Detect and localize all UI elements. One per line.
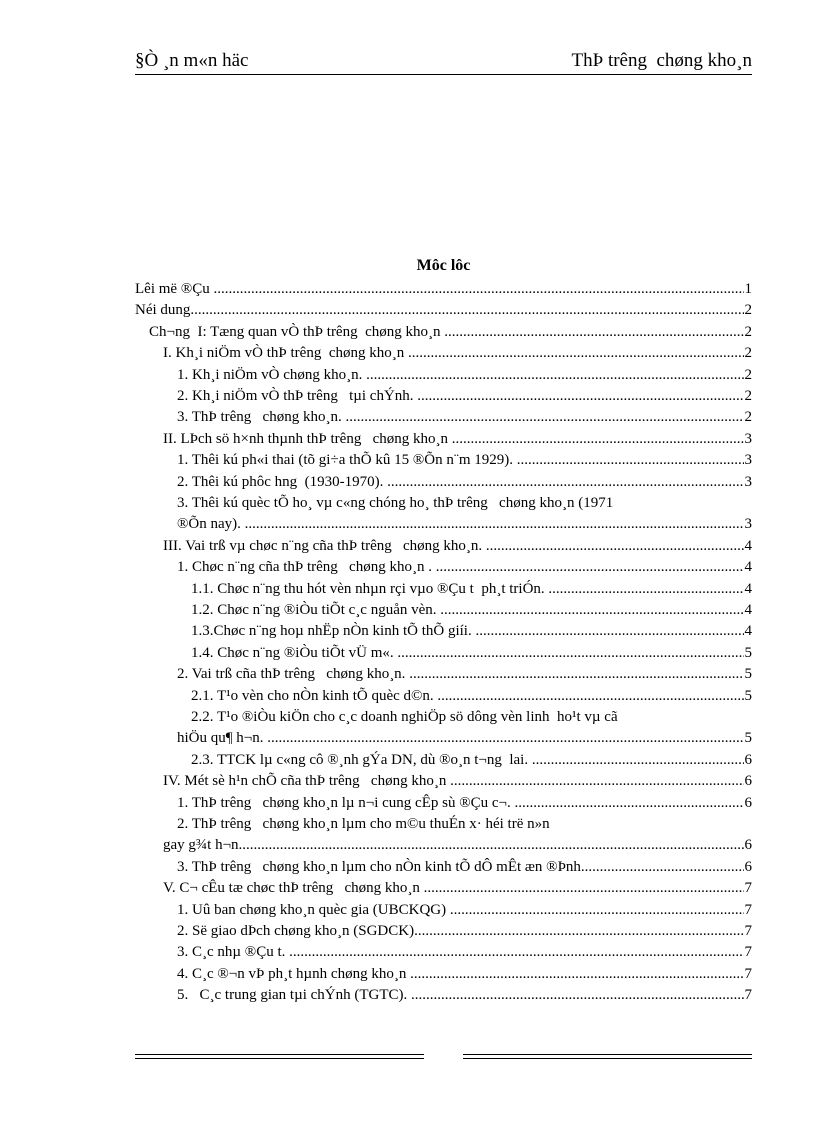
toc-entry	[135, 450, 752, 471]
toc-entry	[135, 835, 752, 856]
toc-dot-leader	[532, 750, 744, 771]
toc-entry	[135, 728, 752, 749]
toc-entry-text: 5. C¸c trung gian tµi chÝnh (TGTC).	[177, 987, 412, 1004]
toc-entry	[135, 386, 752, 407]
toc-page-number: 2	[744, 409, 752, 426]
toc-entry	[135, 771, 752, 792]
toc-dot-leader	[414, 921, 743, 942]
toc-entry-text: 2.2. T¹o ®iÒu kiÖn cho c¸c doanh nghiÖp sö dông vèn linh ho¹t vµ cã	[191, 709, 618, 725]
toc-entry	[135, 322, 752, 343]
toc-entry	[135, 686, 752, 707]
toc-page-number: 7	[744, 923, 752, 939]
toc-page-number: 2	[744, 366, 752, 383]
footer-rule-left	[135, 1054, 424, 1059]
toc-page-number: 2	[744, 323, 752, 340]
header-subject-title: ThÞ trêng chøng kho¸n	[571, 50, 752, 71]
toc-entry-text: Lêi më ®Çu	[135, 281, 214, 297]
toc-dot-leader	[517, 450, 744, 471]
toc-dot-leader	[440, 600, 743, 621]
toc-entry	[135, 857, 752, 878]
toc-page-number: 4	[744, 602, 752, 618]
toc-entry-text: 3. ThÞ trêng chøng kho¸n.	[177, 409, 346, 426]
toc-entry-text: 1.3.Chøc n¨ng hoµ nhËp nÒn kinh tÕ thÕ giíi.	[191, 623, 476, 640]
toc-entry-text: 2. ThÞ trêng chøng kho¸n lµm cho m©u thuÉn x· héi trë n»n	[177, 816, 550, 832]
toc-page-number: 2	[744, 345, 752, 362]
toc-entry-text: 2.3. TTCK lµ c«ng cô ®¸nh gÝa DN, dù ®o¸n t¬ng lai.	[191, 751, 532, 768]
toc-entry	[135, 343, 752, 364]
toc-entry-text: 1. Chøc n¨ng cña thÞ trêng chøng kho¸n .	[177, 559, 436, 576]
toc-dot-leader	[366, 365, 743, 386]
toc-page-number: 6	[744, 858, 752, 875]
toc-entry-text: 2. Së giao dÞch chøng kho¸n (SGDCK)	[177, 923, 415, 939]
toc-page-number: 7	[744, 880, 752, 897]
toc-dot-leader	[514, 793, 743, 814]
toc-page-number: 3	[744, 452, 752, 469]
toc-entry-text: 3. C¸c nhµ ®Çu t.	[177, 944, 290, 961]
toc-entry-text: 4. C¸c ®¬n vÞ ph¸t hµnh chøng kho¸n	[177, 965, 411, 982]
toc-entry	[135, 600, 752, 621]
toc-dot-leader	[411, 985, 743, 1006]
toc-dot-leader	[387, 472, 743, 493]
toc-page-number: 1	[744, 281, 752, 297]
toc-entry	[135, 878, 752, 899]
toc-dot-leader	[409, 664, 743, 685]
toc-entry	[135, 750, 752, 771]
toc-entry	[135, 493, 752, 514]
toc-dot-leader	[548, 579, 743, 600]
toc-dot-leader	[450, 900, 744, 921]
toc-entry	[135, 579, 752, 600]
toc-entry	[135, 365, 752, 386]
toc-dot-leader	[417, 386, 743, 407]
toc-dot-leader	[444, 322, 743, 343]
toc-page-number: 6	[744, 837, 752, 854]
toc-page-number: 2	[744, 302, 752, 319]
toc-page-number: 4	[744, 623, 752, 640]
toc-entry-text: 1.1. Chøc n¨ng thu hót vèn nhµn rçi vµo ®Çu t ph¸t triÓn.	[191, 580, 549, 597]
toc-dot-leader	[475, 621, 743, 642]
toc-entry-text: 2. Kh¸i niÖm vÒ thÞ trêng tµi chÝnh.	[177, 388, 418, 404]
toc-dot-leader	[408, 343, 744, 364]
toc-entry	[135, 964, 752, 985]
toc-page-number: 3	[744, 516, 752, 533]
toc-entry-text: 3. Thêi kú quèc tÕ ho¸ vµ c«ng chóng ho¸ thÞ trêng chøng kho¸n (1971	[177, 495, 614, 511]
toc-entry-text: II. LÞch sö h×nh thµnh thÞ trêng chøng kho¸n	[163, 430, 452, 447]
toc-dot-leader	[424, 878, 744, 899]
toc-dot-leader	[242, 835, 743, 856]
footer-rule-right	[463, 1054, 752, 1059]
toc-page-number: 2	[744, 388, 752, 404]
toc-page-number: 7	[744, 965, 752, 982]
toc-dot-leader	[452, 429, 744, 450]
toc-entry	[135, 900, 752, 921]
toc-dot-leader	[245, 514, 744, 535]
toc-entry	[135, 985, 752, 1006]
toc-page-number: 4	[744, 580, 752, 597]
toc-entry-text: IV. Mét sè h¹n chÕ cña thÞ trêng chøng kho¸n	[163, 773, 451, 790]
toc-dot-leader	[450, 771, 743, 792]
toc-entry	[135, 300, 752, 321]
toc-entry-text: I. Kh¸i niÖm vÒ thÞ trêng chøng kho¸n	[163, 345, 408, 362]
toc-entry	[135, 407, 752, 428]
toc-entry-text: 1.4. Chøc n¨ng ®iÒu tiÕt vÜ m«.	[191, 644, 398, 661]
toc-entry-text: gay g¾t h¬n.	[163, 837, 243, 854]
toc-entry	[135, 536, 752, 557]
toc-dot-leader	[190, 300, 743, 321]
toc-dot-leader	[289, 942, 743, 963]
toc-entry	[135, 664, 752, 685]
toc-title: Môc lôc	[416, 257, 471, 274]
toc-page-number: 7	[744, 901, 752, 918]
toc-page-number: 6	[744, 794, 752, 811]
toc-page-number: 5	[744, 730, 752, 747]
toc-page-number: 5	[744, 644, 752, 661]
toc-page-number: 7	[744, 987, 752, 1004]
toc-entry-text: 3. ThÞ trêng chøng kho¸n lµm cho nÒn kinh tÕ dÔ mÊt æn ®Þnh.	[177, 858, 585, 875]
toc-dot-leader	[436, 557, 744, 578]
toc-entry	[135, 814, 752, 835]
toc-entry-text: Néi dung	[135, 302, 191, 319]
toc-entry-text: Ch¬ng I: Tæng quan vÒ thÞ trêng chøng kho¸n	[149, 323, 445, 340]
toc-page-number: 3	[744, 473, 752, 490]
toc-entry-text: 1. Thêi kú ph«i thai (tõ gi÷a thÕ kû 15 ®Õn n¨m 1929).	[177, 452, 517, 469]
toc-entry-text: hiÖu qu¶ h¬n.	[177, 730, 268, 747]
toc-page-number: 5	[744, 687, 752, 704]
toc-page-number: 6	[744, 751, 752, 768]
toc-page-number: 3	[744, 430, 752, 447]
toc-entry	[135, 921, 752, 942]
toc-entry	[135, 557, 752, 578]
toc-entry-text: V. C¬ cÊu tæ chøc thÞ trêng chøng kho¸n	[163, 880, 424, 897]
toc-dot-leader	[213, 279, 743, 300]
page-header	[135, 50, 752, 75]
toc-entry	[135, 279, 752, 300]
toc-entry	[135, 621, 752, 642]
toc-dot-leader	[267, 728, 743, 749]
toc-page-number: 4	[744, 559, 752, 576]
toc-page-number: 4	[744, 537, 752, 554]
toc-entry-text: 2.1. T¹o vèn cho nÒn kinh tÕ quèc d©n.	[191, 687, 438, 704]
toc-dot-leader	[585, 857, 744, 878]
toc-dot-leader	[410, 964, 743, 985]
toc-entry-text: 2. Thêi kú phôc hng (1930-1970).	[177, 473, 388, 490]
toc-entry	[135, 429, 752, 450]
toc-dot-leader	[397, 643, 743, 664]
toc-page-number: 6	[744, 773, 752, 790]
toc-page-number: 5	[744, 666, 752, 683]
toc-page-number: 7	[744, 944, 752, 961]
toc-entry	[135, 643, 752, 664]
header-course-title: §Ò ¸n m«n häc	[135, 50, 249, 71]
toc-entry-text: III. Vai trß vµ chøc n¨ng cña thÞ trêng chøng kho¸n.	[163, 537, 486, 554]
toc-entry-text: 1. Kh¸i niÖm vÒ chøng kho¸n.	[177, 366, 367, 383]
toc-dot-leader	[486, 536, 744, 557]
toc-entry	[135, 514, 752, 535]
toc-entry-text: 1.2. Chøc n¨ng ®iÒu tiÕt c¸c nguån vèn.	[191, 602, 441, 618]
toc-entry-text: 1. Uû ban chøng kho¸n quèc gia (UBCKQG)	[177, 901, 450, 918]
toc-entry	[135, 793, 752, 814]
toc-entry-text: 2. Vai trß cña thÞ trêng chøng kho¸n.	[177, 666, 410, 683]
toc-entry	[135, 942, 752, 963]
toc-dot-leader	[437, 686, 743, 707]
toc-dot-leader	[345, 407, 743, 428]
toc-entry	[135, 472, 752, 493]
toc-entry	[135, 707, 752, 728]
toc-entry-text: ®Õn nay).	[177, 516, 245, 533]
toc-entry-text: 1. ThÞ trêng chøng kho¸n lµ n¬i cung cÊp sù ®Çu c¬.	[177, 794, 515, 811]
